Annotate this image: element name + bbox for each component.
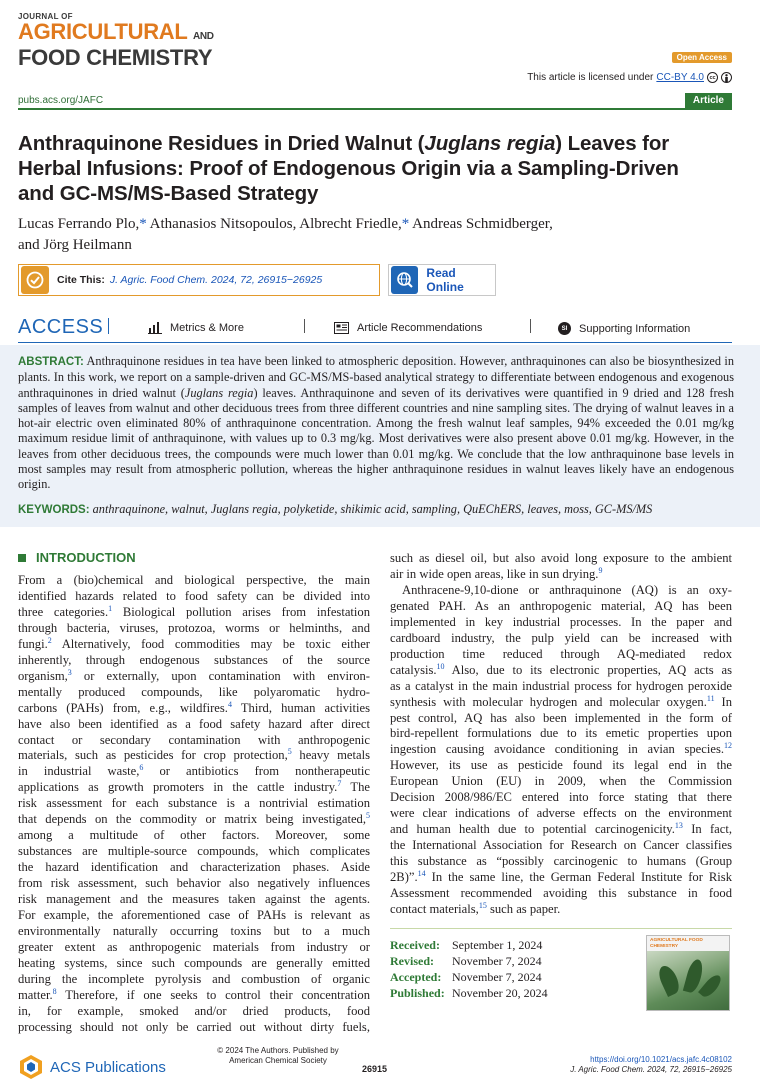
text-line: Assessment recommended avoiding this substance in food bbox=[390, 886, 732, 901]
acs-publications-text: ACS Publications bbox=[50, 1058, 166, 1076]
text-line: in, for example, smoked and/or dried products, food bbox=[18, 1003, 370, 1018]
text-line: mentally produced compounds, like polyaromatic hydro- bbox=[18, 684, 370, 699]
text-line: Decision 2008/986/EC entered into force stating that there bbox=[390, 790, 732, 805]
supporting-info-label: Supporting Information bbox=[579, 322, 691, 335]
text-line: implemented in key industrial processes. In the paper and bbox=[390, 614, 732, 629]
date-row-received: Received: September 1, 2024 bbox=[390, 938, 543, 952]
text-line: heating systems, since such compounds are generally emitted bbox=[18, 955, 370, 970]
journal-logo-line2: FOOD CHEMISTRY bbox=[18, 45, 213, 70]
text-line: applications as growth promoters in the cattle industry.$^7$ The bbox=[18, 779, 371, 795]
cover-leaf-shape bbox=[698, 972, 724, 1000]
text-line: that depends on the commodity or matrix being investigated,$^5$ bbox=[18, 811, 370, 827]
article-list-icon bbox=[334, 322, 349, 334]
text-line: risk assessment for each substance is a nontrivial estimation bbox=[18, 796, 370, 811]
pubs-url-link[interactable]: pubs.acs.org/JAFC bbox=[18, 95, 104, 106]
license-text: This article is licensed under bbox=[527, 72, 654, 83]
text-line: greater extent as anthropogenic materials from industry or bbox=[18, 939, 370, 954]
ref-link[interactable]: 3 bbox=[67, 667, 72, 677]
text-line: during the incomplete pyrolysis and combustion of organic bbox=[18, 971, 370, 986]
text-line: organism,$^3$ or externally, upon contamination with environ- bbox=[18, 667, 370, 683]
left-column bbox=[18, 573, 370, 1036]
text-line: as a catalyst in the main industrial process for hydrogen peroxide bbox=[390, 678, 732, 693]
ref-link[interactable]: 13 bbox=[674, 821, 683, 831]
access-label: ACCESS bbox=[18, 316, 104, 338]
title-line-2: Herbal Infusions: Proof of Endogenous Origin via a Sampling-Driven bbox=[18, 157, 679, 180]
article-title bbox=[18, 131, 738, 206]
acs-hexagon-icon bbox=[18, 1054, 44, 1080]
ref-link[interactable]: 2 bbox=[47, 635, 52, 645]
text-line: cardboard industry, the pulp yield can be increased with bbox=[390, 630, 732, 645]
title-line-1: Anthraquinone Residues in Dried Walnut (Juglans regia) Leaves for bbox=[18, 132, 670, 155]
text-line: among a multitude of other factors. Moreover, some bbox=[18, 828, 370, 843]
text-line: risk management and the measures taken against the agents. bbox=[18, 892, 370, 907]
text-line: European Union (EU) in 2009, when the Commission bbox=[390, 774, 732, 789]
cover-leaf-shape bbox=[655, 963, 682, 997]
text-line: three categories.$^1$ Biological pollution arises from infestation bbox=[18, 603, 370, 619]
checkmark-icon bbox=[21, 266, 49, 294]
journal-logo-line1: AGRICULTURAL AND bbox=[18, 19, 214, 44]
text-line: from risk assessment, such behavior also negatively influences bbox=[18, 876, 370, 891]
cite-reference[interactable]: J. Agric. Food Chem. 2024, 72, 26915−26925 bbox=[109, 274, 323, 286]
keywords-label: KEYWORDS: bbox=[18, 504, 90, 516]
recommendations-link[interactable] bbox=[334, 322, 482, 334]
title-line-3: and GC-MS/MS-Based Strategy bbox=[18, 182, 319, 205]
ref-link[interactable]: 12 bbox=[724, 741, 732, 751]
metrics-link[interactable] bbox=[148, 322, 244, 334]
ref-link[interactable]: 6 bbox=[139, 763, 144, 773]
author-2-3[interactable]: Athanasios Nitsopoulos, Albrecht Friedle, bbox=[149, 216, 402, 232]
text-line: matter.$^8$ Therefore, if one seeks to control their concentration bbox=[18, 986, 371, 1002]
license-link[interactable]: CC-BY 4.0 bbox=[656, 72, 704, 83]
globe-icon bbox=[391, 266, 418, 294]
date-row-accepted: Accepted: November 7, 2024 bbox=[390, 970, 542, 984]
header-divider bbox=[18, 108, 732, 110]
text-line: such as diesel oil, but also avoid long exposure to the ambient bbox=[390, 551, 732, 565]
author-1[interactable]: Lucas Ferrando Plo, bbox=[18, 216, 140, 232]
ref-link[interactable]: 9 bbox=[598, 565, 603, 575]
text-line: However, its use as pesticide found its legal end in the bbox=[390, 758, 732, 773]
article-type-badge: Article bbox=[685, 93, 732, 108]
text-line: bird-repellent formulations due to its emetic properties upon bbox=[390, 726, 732, 741]
ref-link[interactable]: 10 bbox=[436, 661, 445, 671]
text-line: and human health due to potential carcinogenicity.$^{13}$ In fact, bbox=[390, 821, 732, 837]
corresponding-star[interactable]: * bbox=[401, 216, 410, 232]
access-bar bbox=[18, 314, 732, 344]
text-line: ingestion causing avoidance conditioning in avian species.$^{12}$ bbox=[390, 741, 732, 757]
cite-this-box[interactable] bbox=[18, 264, 380, 296]
date-row-revised: Revised: November 7, 2024 bbox=[390, 954, 542, 968]
read-online-label: Read Online bbox=[426, 266, 464, 294]
cc-icon: cc bbox=[707, 72, 718, 83]
corresponding-star[interactable]: * bbox=[139, 216, 147, 232]
abstract-text-2: ) leaves. Anthraquinone and seven of its derivatives were quantified in 9 dried and 128 fresh samples of leaves from walnut and other deciduous trees from three different countries and nine sampling sites. The drying of walnut leaves in a hot-air electric oven eliminated 80% of anthraquinone concentration. Among the fresh walnut leaf samples, 94% exceeded the 0.01 mg/kg maximum residue limit of anthraquinone, with values up to 0.3 mg/kg. Most derivatives were also present above 0.01 mg/kg. However, in the leaves from other deciduous trees, the compounds were much lower than 0.01 mg/kg. We conclude that the low anthraquinone base levels in most samples may result from atmospheric pollution, whereas the higher anthraquinone residues in walnut leaves likely have an endogenous origin. bbox=[18, 385, 734, 492]
cite-label: Cite This: bbox=[57, 274, 105, 286]
recommendations-label: Article Recommendations bbox=[357, 322, 483, 334]
read-online-button[interactable] bbox=[388, 264, 496, 296]
journal-logo-prefix: JOURNAL OF bbox=[18, 12, 73, 21]
copyright-line-2: American Chemical Society bbox=[229, 1055, 327, 1065]
acs-publications-logo[interactable] bbox=[18, 1054, 166, 1080]
access-underline bbox=[18, 342, 732, 343]
abstract-label: ABSTRACT: bbox=[18, 356, 84, 368]
access-tick bbox=[108, 318, 109, 334]
date-row-published: Published: November 20, 2024 bbox=[390, 986, 548, 1000]
dates-table bbox=[390, 937, 548, 1001]
text-line: were clear indications of adverse effects on the environment bbox=[390, 806, 732, 821]
introduction-title: INTRODUCTION bbox=[36, 550, 136, 565]
text-line: For example, the aforementioned case of PAHs is relevant as bbox=[18, 908, 370, 923]
text-line: genated PAH. As an anthropogenic material, AQ has been bbox=[390, 598, 732, 613]
section-square-icon bbox=[18, 554, 26, 562]
journal-logo bbox=[18, 12, 258, 72]
text-line: materials, such as pesticides for crop protection,$^5$ heavy metals bbox=[18, 747, 371, 763]
open-access-badge: Open Access bbox=[672, 52, 732, 63]
text-line: From a (bio)chemical and biological perspective, the main bbox=[18, 573, 370, 587]
right-column bbox=[390, 551, 732, 918]
text-line: fungi.$^2$ Alternatively, food commodities may be toxic either bbox=[18, 635, 370, 651]
text-line: pest control, AQ has also been implemented in the form of bbox=[390, 710, 732, 725]
ref-link[interactable]: 14 bbox=[417, 868, 426, 878]
abstract bbox=[18, 354, 734, 493]
ref-link[interactable]: 1 bbox=[108, 603, 113, 613]
si-icon: SI bbox=[558, 322, 571, 335]
abstract-text-1: Anthraquinone residues in tea have been linked to atmospheric deposition. However, anthraquinones can also be biosynthesized in plants. In this work, we report on a sample-driven and GC-MS/MS-based analytical strategy to differentiate between endogenous and exogenous anthraquinones in dried walnut ( bbox=[18, 354, 734, 400]
text-line: processing should not only be carried out without dirty fuels, bbox=[18, 1019, 370, 1034]
text-line: carbons (PAHs) from, e.g., wildfires.$^4$ Third, human activities bbox=[18, 699, 371, 715]
text-line: through bacteria, viruses, protozoa, worms or helminths, and bbox=[18, 620, 370, 635]
text-line: 2B)”.$^{14}$ In the same line, the German Federal Institute for Risk bbox=[390, 868, 732, 885]
supporting-info-link[interactable] bbox=[558, 322, 690, 335]
cover-title: AGRICULTURAL FOOD CHEMISTRY bbox=[647, 936, 729, 951]
ref-link[interactable]: 5 bbox=[366, 811, 370, 821]
ref-link[interactable]: 11 bbox=[706, 693, 715, 703]
page-number: 26915 bbox=[362, 1064, 388, 1074]
text-line: have also been identified as a food safety hazard after direct bbox=[18, 716, 370, 731]
text-line: the hazard identification and characterization phases. Aside bbox=[18, 860, 370, 875]
keywords-text: anthraquinone, walnut, Juglans regia, polyketide, shikimic acid, sampling, QuEChERS, leaves, moss, GC-MS/MS bbox=[92, 502, 653, 516]
license-line bbox=[527, 72, 732, 83]
copyright-notice bbox=[208, 1046, 348, 1065]
text-line: Anthracene-9,10-dione or anthraquinone (AQ) is an oxy- bbox=[402, 582, 732, 597]
metrics-label: Metrics & More bbox=[170, 322, 244, 334]
text-line: catalysis.$^{10}$ Also, due to its electronic properties, AQ acts as bbox=[390, 661, 732, 677]
ref-link[interactable]: 15 bbox=[478, 900, 487, 910]
text-line: synthesis with molecular hydrogen and molecular oxygen.$^{11}$ In bbox=[390, 693, 732, 709]
cover-image bbox=[647, 951, 730, 1011]
keywords bbox=[18, 502, 734, 518]
text-line: contact or secondary contamination with anthropogenic bbox=[18, 732, 370, 747]
abstract-species: Juglans regia bbox=[184, 385, 254, 400]
ref-link[interactable]: 5 bbox=[287, 747, 292, 757]
ref-link[interactable]: 8 bbox=[52, 986, 57, 996]
ref-link[interactable]: 4 bbox=[227, 699, 232, 709]
text-line: inherently, through endogenous substances of the source bbox=[18, 652, 370, 667]
introduction-heading bbox=[18, 550, 136, 565]
bar-chart-icon bbox=[148, 322, 162, 334]
text-line: substances are multiple-source compounds, which complicates bbox=[18, 844, 370, 859]
footer-doi-block bbox=[570, 1055, 732, 1075]
text-line: contact materials,$^{15}$ such as paper. bbox=[390, 900, 561, 916]
copyright-line-1: © 2024 The Authors. Published by bbox=[217, 1046, 339, 1055]
text-line: environmentally naturally occurring toxins but to a much bbox=[18, 923, 370, 938]
text-line: in industrial waste,$^6$ or antibiotics from nontherapeutic bbox=[18, 763, 370, 779]
text-line: this substance as “possibly carcinogenic to humans (Group bbox=[390, 854, 732, 869]
footer-citation: J. Agric. Food Chem. 2024, 72, 26915−26925 bbox=[570, 1065, 732, 1074]
author-5[interactable]: and Jörg Heilmann bbox=[18, 237, 132, 253]
access-separator bbox=[530, 319, 531, 333]
author-list bbox=[18, 214, 738, 256]
cc-by-icon bbox=[721, 72, 732, 83]
publication-dates bbox=[390, 928, 732, 1010]
text-line: identified hazards related to food safety can be divided into bbox=[18, 588, 370, 603]
text-line: air in wide open areas, like in sun drying.$^9$ bbox=[390, 565, 603, 581]
text-line: the International Association for Research on Cancer classifies bbox=[390, 838, 732, 853]
text-line: production time reduced through AQ-mediated redox bbox=[390, 646, 732, 661]
doi-link[interactable]: https://doi.org/10.1021/acs.jafc.4c08102 bbox=[590, 1055, 732, 1064]
journal-cover-thumbnail[interactable] bbox=[646, 935, 730, 1011]
author-4[interactable]: Andreas Schmidberger, bbox=[412, 216, 553, 232]
ref-link[interactable]: 7 bbox=[337, 779, 342, 789]
access-separator bbox=[304, 319, 305, 333]
